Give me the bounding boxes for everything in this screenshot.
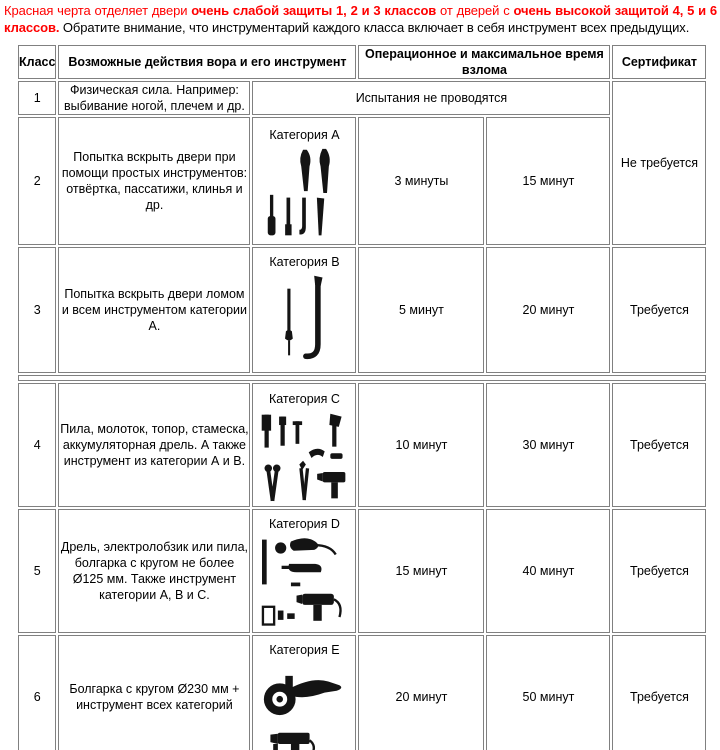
description-cell: Дрель, электролобзик или пила, болгарка с кругом не более Ø125 мм. Также инструмент категории А, В и С. <box>58 509 250 633</box>
intro-paragraph <box>0 0 720 36</box>
header-certificate: Сертификат <box>612 45 706 79</box>
no-tests-cell: Испытания не проводятся <box>252 81 610 115</box>
time-max-cell: 15 минут <box>486 117 610 245</box>
intro-red-text-2: от дверей с <box>436 3 514 18</box>
category-a-hand-tools-icon <box>258 145 350 241</box>
category-label: Категория B <box>269 255 340 269</box>
intro-red-text: Красная черта отделяет двери <box>4 3 192 18</box>
description-cell: Попытка вскрыть двери при помощи простых инструментов: отвёртка, пассатижи, клинья и др. <box>58 117 250 245</box>
certificate-cell: Требуется <box>612 247 706 373</box>
description-cell: Болгарка с кругом Ø230 мм + инструмент всех категорий <box>58 635 250 750</box>
certificate-cell: Требуется <box>612 635 706 750</box>
time-max-cell: 50 минут <box>486 635 610 750</box>
table-header-row <box>18 45 706 79</box>
time-operational-cell: 3 минуты <box>358 117 484 245</box>
table-row-class-6 <box>18 635 706 750</box>
red-divider-line <box>18 375 706 381</box>
certificate-cell: Не требуется <box>612 81 706 245</box>
certificate-cell: Требуется <box>612 383 706 507</box>
table-row-class-3 <box>18 247 706 373</box>
tools-cell <box>252 383 356 507</box>
tools-cell <box>252 247 356 373</box>
certificate-cell: Требуется <box>612 509 706 633</box>
time-operational-cell: 20 минут <box>358 635 484 750</box>
category-label: Категория E <box>269 643 340 657</box>
tools-cell <box>252 509 356 633</box>
class-number-cell: 2 <box>18 117 56 245</box>
class-number-cell: 1 <box>18 81 56 115</box>
category-d-power-tools-icon <box>257 534 351 632</box>
intro-note-text: Обратите внимание, что инструментарий каждого класса включает в себя инструмент всех предыдущих. <box>59 19 690 35</box>
tools-cell <box>252 635 356 750</box>
description-cell: Пила, молоток, топор, стамеска, аккумуляторная дрель. А также инструмент из категории А и В. <box>58 383 250 507</box>
header-actions: Возможные действия вора и его инструмент <box>58 45 356 79</box>
intro-strong-classes-bold: очень высокой защитой 4, 5 и 6 классов. <box>4 3 717 35</box>
red-divider-row <box>18 375 706 381</box>
class-number-cell: 4 <box>18 383 56 507</box>
tools-cell <box>252 117 356 245</box>
category-c-carpenter-tools-icon <box>257 409 351 505</box>
header-time: Операционное и максимальное время взлома <box>358 45 610 79</box>
time-max-cell: 40 минут <box>486 509 610 633</box>
time-operational-cell: 5 минут <box>358 247 484 373</box>
header-class: Класс <box>18 45 56 79</box>
time-operational-cell: 10 минут <box>358 383 484 507</box>
category-b-crowbar-icon <box>262 272 346 372</box>
category-e-grinder-and-drill-icon <box>257 660 351 750</box>
time-operational-cell: 15 минут <box>358 509 484 633</box>
category-label: Категория C <box>268 392 340 406</box>
time-max-cell: 20 минут <box>486 247 610 373</box>
class-number-cell: 6 <box>18 635 56 750</box>
time-max-cell: 30 минут <box>486 383 610 507</box>
class-number-cell: 3 <box>18 247 56 373</box>
table-row-class-4 <box>18 383 706 507</box>
category-label: Категория D <box>268 517 340 531</box>
class-number-cell: 5 <box>18 509 56 633</box>
description-cell: Попытка вскрыть двери ломом и всем инструментом категории А. <box>58 247 250 373</box>
description-cell: Физическая сила. Например: выбивание ногой, плечем и др. <box>58 81 250 115</box>
table-row-class-5 <box>18 509 706 633</box>
category-label: Категория A <box>269 128 340 142</box>
security-classes-table <box>16 43 708 750</box>
table-row-class-2 <box>18 117 706 245</box>
intro-weak-classes-bold: очень слабой защиты 1, 2 и 3 классов <box>191 3 437 18</box>
table-row-class-1 <box>18 81 706 115</box>
